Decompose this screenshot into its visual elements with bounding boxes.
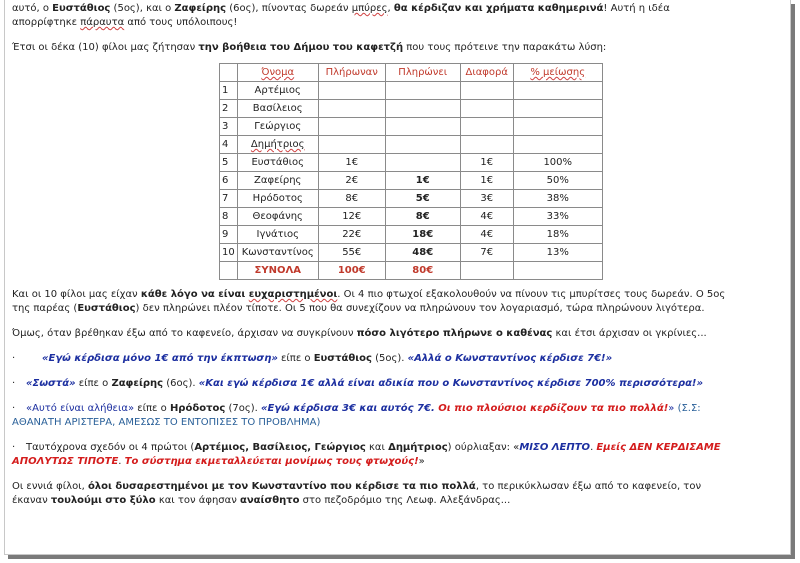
bullet-icon: · (12, 353, 16, 364)
text: αυτό, ο (12, 3, 53, 14)
row-index: 1 (220, 82, 238, 100)
editor-note: (Σ.Σ: (674, 403, 701, 414)
table-row (220, 172, 603, 190)
text: είπε ο (134, 403, 170, 414)
page-shadow-bottom (8, 555, 795, 559)
row-index: 8 (220, 208, 238, 226)
page-shadow-right (791, 4, 795, 559)
table-cell (460, 118, 513, 136)
header-difference: Διαφορά (460, 64, 513, 82)
table-cell: 50% (513, 172, 602, 190)
bold-word: στο ξύλο (105, 495, 156, 506)
row-name: Ιγνάτιος (237, 226, 318, 244)
quote: «Αυτό είναι αλήθεια» (26, 403, 135, 414)
table-cell (385, 82, 460, 100)
text: είπε ο (75, 378, 112, 389)
table-cell: 2€ (318, 172, 385, 190)
text: (6ος), πίνοντας δωρεάν (226, 3, 352, 14)
table-cell: 4€ (460, 208, 513, 226)
quote: «Σωστά» (26, 378, 76, 389)
bullet-4 (12, 441, 788, 469)
text: που τους πρότεινε την παρακάτω λύση: (403, 42, 607, 53)
text: (7ος). (225, 403, 261, 414)
text: , το περικύκλωσαν έξω από το καφενείο, τον (475, 481, 702, 492)
table-cell (385, 136, 460, 154)
bullet-1 (12, 352, 788, 366)
row-index: 5 (220, 154, 238, 172)
paragraph-4 (12, 327, 788, 341)
table-cell: 18% (513, 226, 602, 244)
table-cell (460, 100, 513, 118)
text: στο πεζοδρόμιο της Λεωφ. Αλεξάνδρας... (299, 495, 511, 506)
table-cell: 3€ (460, 190, 513, 208)
row-index: 10 (220, 244, 238, 262)
table-row (220, 118, 603, 136)
table-cell: 12€ (318, 208, 385, 226)
row-name: Ζαφείρης (237, 172, 318, 190)
text: ) δεν πληρώνει πλέον τίποτε. Οι 5 που θα συνεχίζουν να πληρώνουν τον λογαριασμό, τώρα πληρώνουν λιγότερα. (135, 303, 705, 314)
paragraph-3 (12, 288, 788, 316)
document-page[interactable] (4, 0, 791, 555)
table-cell (318, 82, 385, 100)
text: . Οι 4 πιο φτωχοί εξακολουθούν να πίνουν τις μπυρίτσες τους δωρεάν. Ο 5ος (337, 289, 726, 300)
text: της παρέας ( (12, 303, 78, 314)
name-herodotos: Ηρόδοτος (169, 403, 226, 414)
table-row (220, 154, 603, 172)
row-name: Αρτέμιος (237, 82, 318, 100)
bold-phrase: όλοι δυσαρεστημένοι με τον Κωνσταντίνο που κέρδισε τα πιο πολλά (87, 481, 476, 492)
header-pays: Πληρώνει (385, 64, 460, 82)
names-bold: Αρτέμιος, Βασίλειος, Γεώργιος (194, 442, 366, 453)
total-label: ΣΥΝΟΛΑ (237, 262, 318, 280)
table-row (220, 190, 603, 208)
table-cell (318, 118, 385, 136)
name-zafeiris: Ζαφείρης (174, 3, 227, 14)
table-cell: 38% (513, 190, 602, 208)
quote: «Και εγώ κέρδισα 1€ αλλά είναι αδικία που ο Κωνσταντίνος κέρδισε 700% περισσότερα!» (198, 378, 703, 389)
table-cell (513, 136, 602, 154)
table-cell: 1€ (460, 154, 513, 172)
text: ) ούρλιαξαν: « (447, 442, 520, 453)
quote-red: Εμείς ΔΕΝ ΚΕΡΔΙΣΑΜΕ (596, 442, 721, 453)
row-index: 3 (220, 118, 238, 136)
text: και έτσι άρχισαν οι γκρίνιες... (552, 328, 707, 339)
text: (6ος). (163, 378, 199, 389)
text: Έτσι οι δέκα (10) φίλοι μας ζήτησαν (12, 42, 199, 53)
table-cell (385, 100, 460, 118)
table-cell: 33% (513, 208, 602, 226)
table-row (220, 136, 603, 154)
bullet-icon: · (12, 442, 16, 453)
quote: «Εγώ κέρδισα 3€ και αυτός 7€. (260, 403, 439, 414)
bold-phrase: την βοήθεια του Δήμου του καφετζή (198, 42, 404, 53)
text: ! Αυτή η ιδέα (603, 3, 670, 14)
row-name: Κωνσταντίνος (237, 244, 318, 262)
table-cell (318, 136, 385, 154)
text: Όμως, όταν βρέθηκαν έξω από το καφενείο, άρχισαν να συγκρίνουν (12, 328, 357, 339)
table-cell: 4€ (460, 226, 513, 244)
row-name: Δημήτριος (237, 136, 318, 154)
table-cell (460, 82, 513, 100)
name-eustathios: Ευστάθιος (313, 353, 372, 364)
row-name: Ηρόδοτος (237, 190, 318, 208)
text: . (590, 442, 597, 453)
text: (5ος). (371, 353, 408, 364)
text: και τον άφησαν (155, 495, 240, 506)
row-index: 2 (220, 100, 238, 118)
table-cell (513, 118, 602, 136)
row-index: 4 (220, 136, 238, 154)
table-row (220, 208, 603, 226)
text: έκαναν (12, 495, 51, 506)
misspelled-word[interactable]: μπύρες (351, 3, 388, 14)
table-cell (318, 100, 385, 118)
table-cell: 1€ (385, 172, 460, 190)
paragraph-5 (12, 480, 788, 508)
table-cell: 8€ (385, 208, 460, 226)
table-cell: 55€ (318, 244, 385, 262)
text: . (118, 456, 125, 467)
table-cell: 1€ (318, 154, 385, 172)
table-cell (385, 118, 460, 136)
table-cell: 100% (513, 154, 602, 172)
bold-word: αναίσθητο (240, 495, 300, 506)
row-name: Γεώργιος (237, 118, 318, 136)
row-index: 9 (220, 226, 238, 244)
text: Οι εννιά φίλοι, (12, 481, 88, 492)
paragraph-1 (12, 2, 788, 30)
bold-phrase: θα κέρδιζαν και χρήματα καθημερινά (393, 3, 604, 14)
name-dimitrios: Δημήτριος (388, 442, 448, 453)
bold-word: τουλούμι (50, 495, 103, 506)
bold-phrase: πόσο λιγότερο πλήρωνε ο καθένας (356, 328, 553, 339)
name-eustathios: Ευστάθιος (77, 303, 136, 314)
document-body[interactable] (12, 2, 788, 508)
row-name: Ευστάθιος (237, 154, 318, 172)
quote: ΜΙΣΟ ΛΕΠΤΟ (519, 442, 591, 453)
table-cell: 13% (513, 244, 602, 262)
text: απορρίφτηκε (12, 17, 81, 28)
misspelled-word[interactable]: πάραυτα (80, 17, 125, 28)
row-index: 7 (220, 190, 238, 208)
table-cell: 8€ (318, 190, 385, 208)
total-paid: 100€ (318, 262, 385, 280)
quote-red: Το σύστημα εκμεταλλεύεται μονίμως τους φτωχούς! (124, 456, 419, 467)
table-cell: 22€ (318, 226, 385, 244)
table-cell (385, 154, 460, 172)
payment-table[interactable] (219, 63, 603, 280)
bullet-icon: · (12, 378, 16, 389)
table-cell (460, 262, 513, 280)
text: (5ος), και ο (110, 3, 175, 14)
table-cell (513, 262, 602, 280)
bullet-3 (12, 402, 788, 430)
table-row (220, 82, 603, 100)
paragraph-2 (12, 41, 788, 55)
row-index: 6 (220, 172, 238, 190)
row-name: Βασίλειος (237, 100, 318, 118)
bold-phrase: κάθε λόγο να είναι (140, 289, 249, 300)
misspelled-word[interactable]: ευχαριστημένοι (248, 289, 338, 300)
text: από τους υπόλοιπους! (124, 17, 238, 28)
text: , (387, 3, 394, 14)
table-cell (513, 82, 602, 100)
table-row (220, 244, 603, 262)
quote: «Εγώ κέρδισα μόνο 1€ από την έκπτωση» (42, 353, 278, 364)
text: » (418, 456, 425, 467)
table-cell: 18€ (385, 226, 460, 244)
quote: «Αλλά ο Κωνσταντίνος κέρδισε 7€!» (407, 353, 613, 364)
table-row (220, 100, 603, 118)
quote-red: Οι πιο πλούσιοι κερδίζουν τα πιο πολλά! (438, 403, 669, 414)
total-pays: 80€ (385, 262, 460, 280)
editor-note: ΑΘΑΝΑΤΗ ΑΡΙΣΤΕΡΑ, ΑΜΕΣΩΣ ΤΟ ΕΝΤΟΠΙΣΕΣ ΤΟ ΠΡΟΒΛΗΜΑ) (12, 417, 321, 428)
header-name: Όνομα (237, 64, 318, 82)
name-eustathios: Ευστάθιος (52, 3, 111, 14)
text: είπε ο (277, 353, 314, 364)
table-cell: 7€ (460, 244, 513, 262)
name-zafeiris: Ζαφείρης (111, 378, 164, 389)
table-cell: 48€ (385, 244, 460, 262)
bullet-icon: · (12, 403, 16, 414)
table-row (220, 226, 603, 244)
table-cell: 1€ (460, 172, 513, 190)
text: » (668, 403, 675, 414)
bullet-2 (12, 377, 788, 391)
row-name: Θεοφάνης (237, 208, 318, 226)
header-paid: Πλήρωναν (318, 64, 385, 82)
table-cell (460, 136, 513, 154)
text: Ταυτόχρονα σχεδόν οι 4 πρώτοι ( (26, 442, 195, 453)
text: Και οι 10 φίλοι μας είχαν (12, 289, 141, 300)
table-cell: 5€ (385, 190, 460, 208)
quote-red: ΑΠΟΛΥΤΩΣ ΤΙΠΟΤΕ (12, 456, 119, 467)
table-header-row (220, 64, 603, 82)
table-cell (220, 262, 238, 280)
header-index (220, 64, 238, 82)
table-total-row (220, 262, 603, 280)
table-cell (513, 100, 602, 118)
text: και (365, 442, 389, 453)
header-reduction: % μείωσης (513, 64, 602, 82)
